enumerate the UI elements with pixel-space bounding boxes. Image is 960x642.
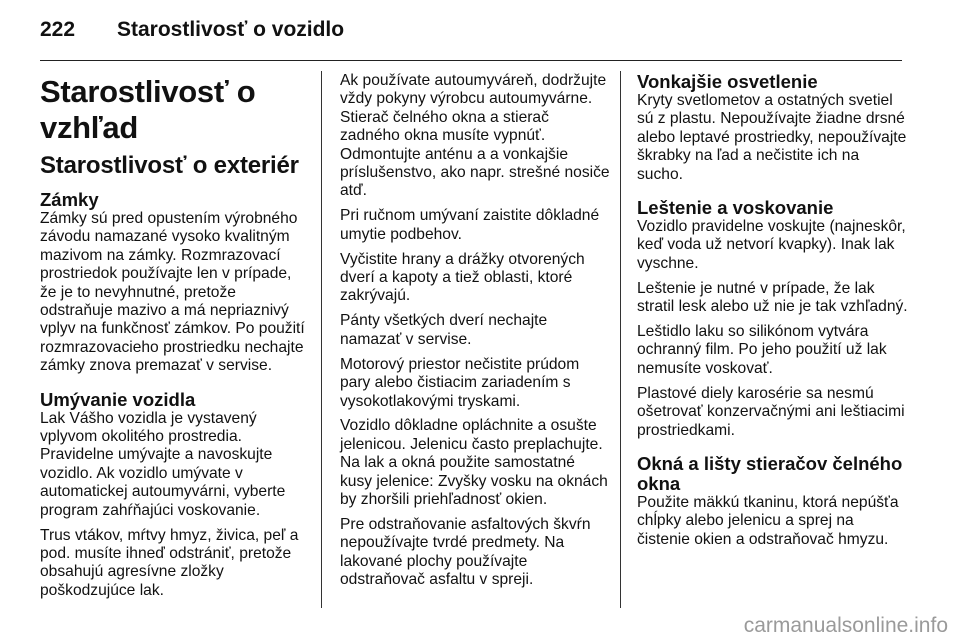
running-title: Starostlivosť o vozidlo [117,18,345,41]
topic-umyvanie [40,390,310,601]
heading-zamky: Zámky [40,189,99,210]
paragraph: Zámky sú pred opustením výrobného závodu namazané vysoko kvalitným mazivom na zámky. Rozmrazovací prostriedok používajte len v prípade, že je to nevyhnutné, pretože odstraňuje mazivo a má nepriaznivý vplyv na funkčnosť zámkov. Po použití rozmrazovacieho prostriedku nechajte zámky znova premazať v servise. [40,210,305,375]
paragraph: Ak používate autoumyváreň, dodržujte vždy pokyny výrobcu autoumyvárne. Stierač čelného okna a stierač zadného okna musíte vypnúť. Odmontujte anténu a a vonkajšie príslušenstvo, ako napr. strešné nosiče atď. [340,72,610,200]
topic-okna [637,454,909,549]
section-title: Starostlivosť o exteriér [40,152,299,179]
heading-umyvanie: Umývanie vozidla [40,388,196,410]
paragraph: Plastové diely karosérie sa nesmú ošetrovať konzervačnými ani leštiacimi prostriedkami. [637,384,905,439]
paragraph: Leštenie je nutné v prípade, že lak stratil lesk alebo už nie je tak vzhľadný. [637,279,908,316]
column-divider-2 [620,71,621,608]
watermark: carmanualsonline.info [743,614,948,637]
page-number: 222 [40,18,76,41]
column-3 [637,72,909,563]
heading-osvetlenie: Vonkajšie osvetlenie [637,71,818,92]
paragraph: Leštidlo laku so silikónom vytvára ochranný film. Po jeho použití už lak nemusíte voskovať. [637,323,887,377]
paragraph: Vozidlo dôkladne opláchnite a osušte jelenicou. Jelenicu často preplachujte. Na lak a okná použite samostatné kusy jelenice: Zvyšky vosku na oknách by zhoršili priehľadnosť okien. [340,417,608,509]
paragraph: Pri ručnom umývaní zaistite dôkladné umytie podbehov. [340,207,600,243]
heading-lestenie: Leštenie a voskovanie [637,197,834,219]
topic-osvetlenie [637,72,909,184]
paragraph: Vozidlo pravidelne voskujte (najneskôr, keď voda už netvorí kvapky). Inak lak vyschne. [637,218,906,272]
heading-okna: Okná a lišty stieračov čelného okna [637,453,903,494]
topic-zamky [40,190,310,376]
paragraph: Pánty všetkých dverí nechajte namazať v servise. [340,312,548,348]
paragraph: Pre odstraňovanie asfaltových škvŕn nepoužívajte tvrdé predmety. Na lakované plochy používajte odstraňovač asfaltu v spreji. [340,515,591,589]
header-rule [40,60,902,61]
column-1 [40,72,310,614]
paragraph: Použite mäkkú tkaninu, ktorá nepúšťa chĺpky alebo jelenicu a sprej na čistenie okien a odstraňovač hmyzu. [637,494,899,548]
paragraph: Kryty svetlometov a ostatných svetiel sú z plastu. Nepoužívajte žiadne drsné alebo leptavé prostriedky, nepoužívajte škrabky na ľad a nečistite ich na sucho. [637,92,907,183]
paragraph: Trus vtákov, mŕtvy hmyz, živica, peľ a pod. musíte ihneď odstrániť, pretože obsahujú agresívne zložky poškodzujúce lak. [40,526,299,599]
column-divider-1 [321,71,322,608]
paragraph: Lak Vášho vozidla je vystavený vplyvom okolitého prostredia. Pravidelne umývajte a navoskujte vozidlo. Ak vozidlo umývate v automatickej autoumyvárni, vyberte program zahŕňajúci voskovanie. [40,409,286,519]
paragraph: Vyčistite hrany a drážky otvorených dverí a kapoty a tiež oblasti, ktoré zakrývajú. [340,250,585,305]
chapter-title: Starostlivosť o vzhľad [40,74,256,145]
topic-lestenie [637,198,909,440]
page-header [40,18,344,48]
column-2 [340,72,610,596]
paragraph: Motorový priestor nečistite prúdom pary alebo čistiacim zariadením s vysokotlakovými tryskami. [340,355,580,410]
